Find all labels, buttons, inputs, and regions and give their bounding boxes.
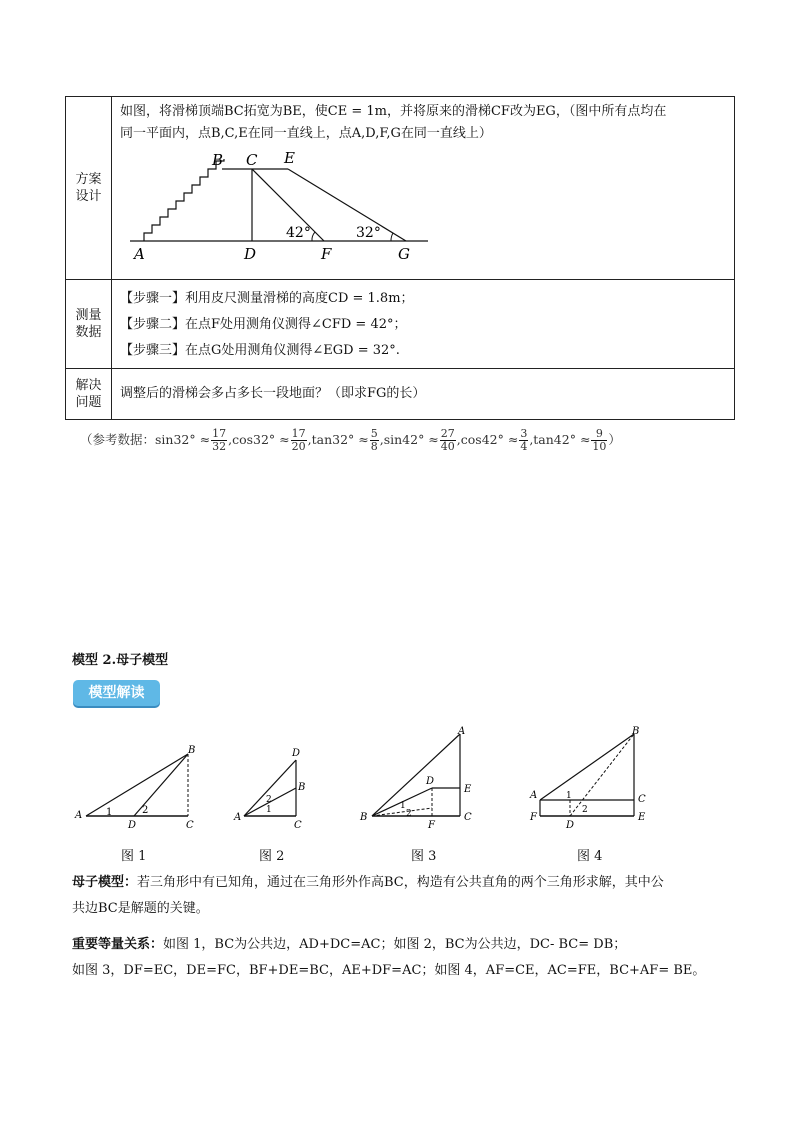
row-label-text bbox=[75, 378, 101, 410]
relations-body-1: 如图 1，BC为公共边，AD+DC=AC；如图 2，BC为公共边，DC- BC= DB； bbox=[163, 937, 627, 952]
svg-text:C: C bbox=[186, 820, 194, 830]
reference-function: ,sin42° ≈ bbox=[379, 432, 439, 447]
svg-text:2: 2 bbox=[266, 795, 272, 805]
step-3: 【步骤三】在点G处用测角仪测得∠EGD = 32°. bbox=[120, 343, 400, 358]
reference-function: ,cos42° ≈ bbox=[456, 432, 519, 447]
svg-text:B: B bbox=[632, 726, 640, 737]
svg-text:1: 1 bbox=[266, 805, 272, 815]
point-G: G bbox=[398, 245, 410, 263]
fraction-denominator: 40 bbox=[440, 440, 455, 453]
row-label-text bbox=[75, 172, 101, 204]
svg-text:F: F bbox=[530, 812, 537, 823]
svg-text:B: B bbox=[188, 745, 196, 756]
reference-suffix: ） bbox=[608, 432, 621, 447]
svg-text:E: E bbox=[464, 784, 472, 795]
fraction-numerator: 9 bbox=[591, 428, 607, 441]
point-F: F bbox=[321, 245, 332, 263]
row-label-line: 问题 bbox=[75, 395, 102, 410]
svg-text:C: C bbox=[464, 812, 472, 823]
svg-text:2: 2 bbox=[406, 809, 412, 819]
reference-fraction bbox=[291, 428, 307, 453]
definition-paragraph bbox=[72, 870, 732, 922]
angle-32: 32° bbox=[356, 225, 381, 241]
svg-text:D: D bbox=[566, 820, 575, 830]
plan-table bbox=[65, 96, 735, 420]
section-title: 模型 2.母子模型 bbox=[72, 653, 169, 668]
reference-function: ,tan42° ≈ bbox=[529, 432, 591, 447]
fraction-numerator: 17 bbox=[291, 427, 306, 440]
point-D: D bbox=[244, 245, 257, 263]
reference-fraction bbox=[440, 428, 456, 453]
fraction-denominator: 10 bbox=[592, 440, 607, 453]
figure-1 bbox=[72, 740, 212, 830]
row-label-solve bbox=[66, 369, 112, 420]
reference-data bbox=[80, 428, 621, 453]
svg-text:C: C bbox=[638, 794, 646, 805]
point-B: B bbox=[212, 151, 224, 169]
row-label-line: 解决 bbox=[75, 378, 102, 393]
svg-text:1: 1 bbox=[566, 791, 572, 801]
svg-text:A: A bbox=[234, 812, 242, 823]
reference-function: sin32° ≈ bbox=[155, 432, 211, 447]
reference-function: ,tan32° ≈ bbox=[307, 432, 369, 447]
definition-body-1: 若三角形中有已知角，通过在三角形外作高BC，构造有公共直角的两个三角形求解，其中公 bbox=[137, 875, 664, 890]
svg-text:C: C bbox=[294, 820, 302, 830]
solve-content bbox=[112, 369, 735, 420]
reference-items bbox=[155, 427, 608, 453]
svg-text:2: 2 bbox=[142, 805, 149, 816]
table-row-design bbox=[66, 97, 735, 280]
reference-fraction bbox=[370, 428, 379, 453]
row-label-line: 方案 bbox=[75, 172, 102, 187]
model-badge: 模型解读 bbox=[73, 680, 160, 706]
reference-fraction bbox=[591, 428, 607, 453]
question-text: 调整后的滑梯会多占多长一段地面？（即求FG的长） bbox=[120, 386, 426, 401]
row-label-line: 设计 bbox=[75, 189, 102, 204]
figure-2 bbox=[232, 740, 322, 830]
fraction-denominator: 20 bbox=[291, 440, 306, 453]
point-E: E bbox=[284, 149, 295, 167]
reference-fraction bbox=[519, 428, 528, 453]
fraction-denominator: 32 bbox=[212, 440, 227, 453]
slide-figure bbox=[116, 147, 446, 267]
definition-body-2: 共边BC是解题的关键。 bbox=[72, 901, 209, 916]
svg-text:A: A bbox=[530, 790, 538, 801]
design-line-2: 同一平面内，点B,C,E在同一直线上，点A,D,F,G在同一直线上） bbox=[120, 126, 492, 141]
svg-text:D: D bbox=[292, 748, 301, 759]
point-C: C bbox=[246, 151, 258, 169]
svg-text:B: B bbox=[360, 812, 368, 823]
svg-text:D: D bbox=[128, 820, 137, 830]
svg-text:B: B bbox=[298, 782, 306, 793]
design-line-1: 如图，将滑梯顶端BC拓宽为BE，使CE = 1m，并将原来的滑梯CF改为EG，（图中所有点均在 bbox=[120, 104, 667, 119]
fraction-denominator: 8 bbox=[370, 440, 378, 453]
row-label-data bbox=[66, 280, 112, 369]
relations-body-2: 如图 3，DF=EC，DE=FC，BF+DE=BC，AE+DF=AC；如图 4，AF=CE，AC=FE，BC+AF= BE。 bbox=[72, 963, 706, 978]
figure-2-caption: 图 2 bbox=[259, 849, 285, 864]
reference-function: ,cos32° ≈ bbox=[228, 432, 290, 447]
figure-1-caption: 图 1 bbox=[121, 849, 147, 864]
point-A: A bbox=[134, 245, 145, 263]
svg-text:2: 2 bbox=[582, 805, 588, 815]
design-content bbox=[112, 97, 735, 280]
svg-text:E: E bbox=[638, 812, 646, 823]
svg-text:A: A bbox=[458, 726, 466, 737]
fraction-numerator: 3 bbox=[520, 427, 528, 440]
fraction-denominator: 4 bbox=[520, 440, 528, 453]
table-row-solve bbox=[66, 369, 735, 420]
fraction-numerator: 5 bbox=[370, 427, 378, 440]
figure-3 bbox=[358, 724, 488, 830]
row-label-design bbox=[66, 97, 112, 280]
definition-label: 母子模型： bbox=[72, 875, 138, 890]
svg-text:1: 1 bbox=[106, 807, 113, 818]
fraction-numerator: 27 bbox=[440, 427, 455, 440]
row-label-text bbox=[75, 308, 101, 340]
svg-text:1: 1 bbox=[400, 801, 406, 811]
row-label-line: 测量 bbox=[75, 308, 102, 323]
relations-label: 重要等量关系： bbox=[72, 937, 164, 952]
relations-paragraph bbox=[72, 932, 732, 984]
step-1: 【步骤一】利用皮尺测量滑梯的高度CD = 1.8m； bbox=[120, 291, 414, 306]
table-row-data bbox=[66, 280, 735, 369]
row-label-line: 数据 bbox=[75, 325, 102, 340]
fraction-numerator: 17 bbox=[212, 427, 227, 440]
figure-4-caption: 图 4 bbox=[577, 849, 603, 864]
reference-prefix: （参考数据： bbox=[80, 432, 156, 447]
data-content bbox=[112, 280, 735, 369]
angle-42: 42° bbox=[286, 225, 311, 241]
reference-fraction bbox=[211, 428, 227, 453]
svg-text:F: F bbox=[428, 820, 435, 830]
step-2: 【步骤二】在点F处用测角仪测得∠CFD = 42°； bbox=[120, 317, 407, 332]
figure-3-caption: 图 3 bbox=[411, 849, 437, 864]
figure-4 bbox=[526, 724, 666, 830]
svg-text:D: D bbox=[426, 776, 435, 787]
svg-text:A: A bbox=[75, 810, 83, 821]
